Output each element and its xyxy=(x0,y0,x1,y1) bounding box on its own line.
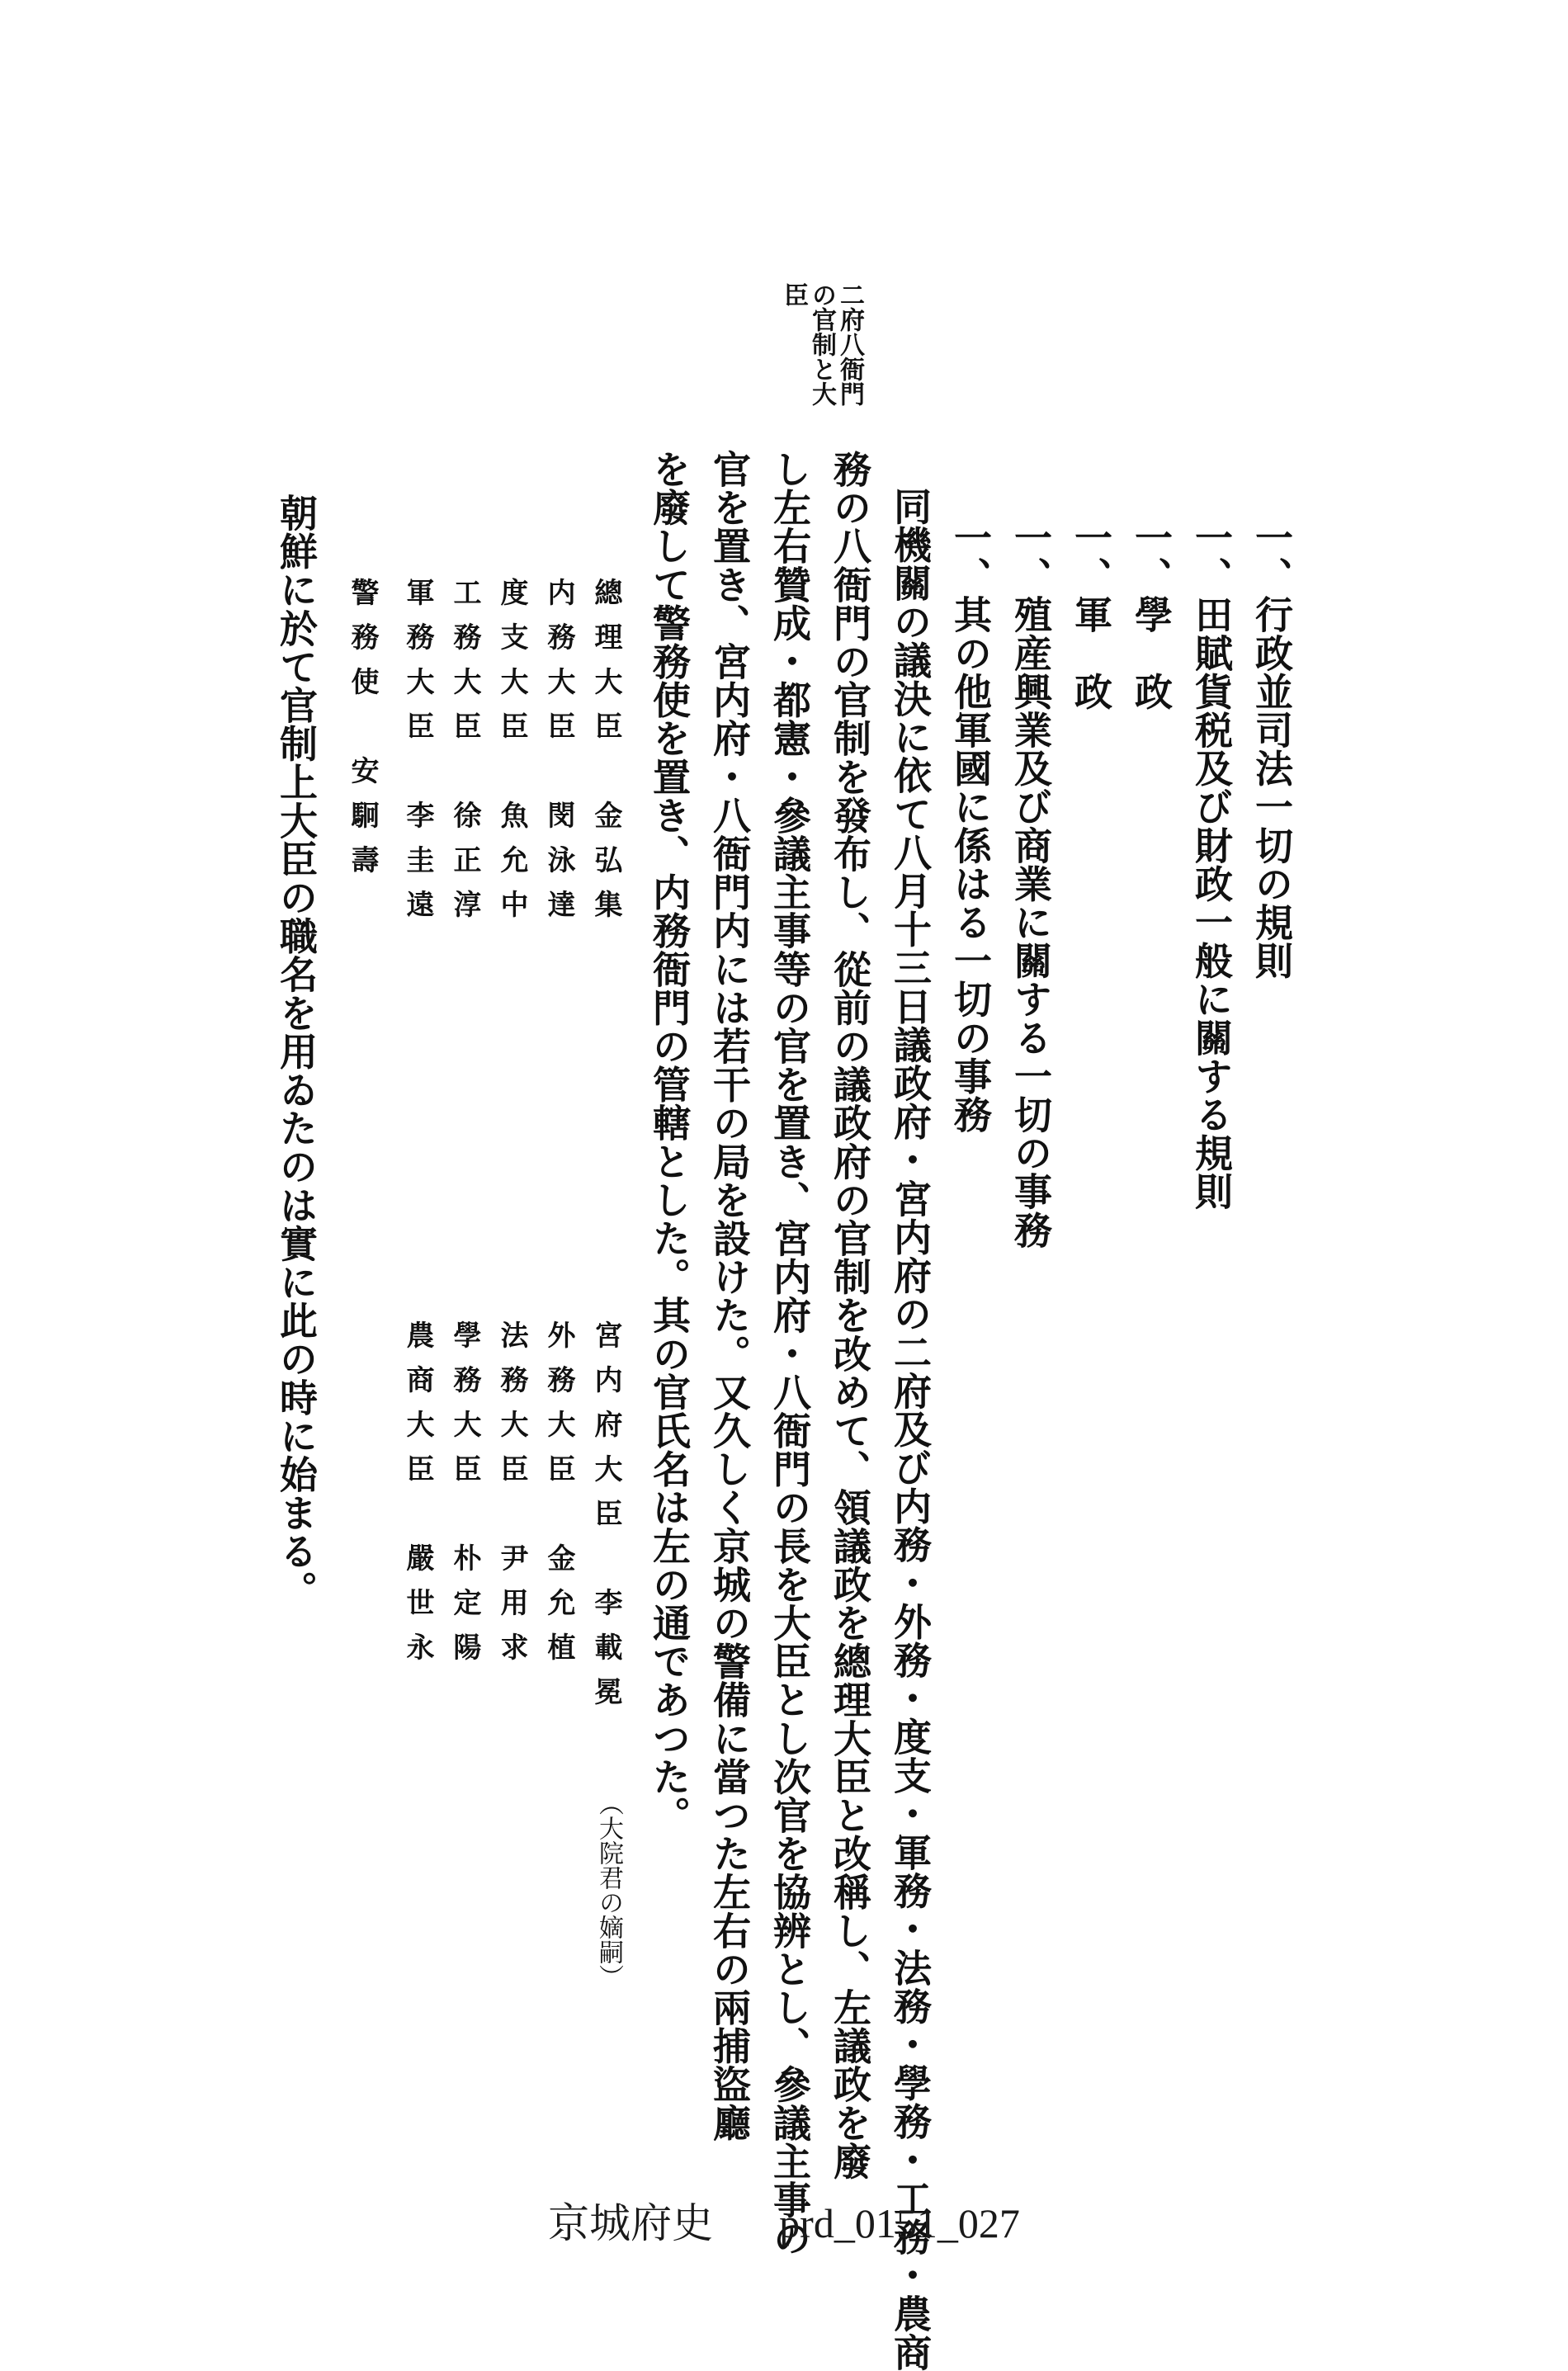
official-left-2: 内務大臣 閔泳達 xyxy=(542,578,575,934)
official-left-3: 度支大臣 魚允中 xyxy=(495,578,528,934)
text-line-6: 一、其の他軍國に係はる一切の事務 xyxy=(948,518,993,1134)
text-line-10: 官を置き、宮内府・八衙門内には若干の局を設けた。又久しく京城の警備に當つた左右の兩捕盜廳 xyxy=(707,450,752,2142)
side-heading-1: 二府八衙門 xyxy=(835,282,864,406)
official-left-6: 警務使 安駉壽 xyxy=(346,578,379,890)
side-heading-3: 臣 xyxy=(779,282,808,307)
text-line-last: 朝鮮に於て官制上大臣の職名を用ゐたのは實に此の時に始まる。 xyxy=(274,494,319,1609)
text-line-11: を廢して警務使を置き、内務衙門の管轄とした。其の官氏名は左の通であつた。 xyxy=(647,450,692,1835)
official-note: （大院君の嫡嗣） xyxy=(594,1791,623,1989)
official-left-4: 工務大臣 徐正淳 xyxy=(448,578,481,934)
text-line-1: 一、行政並司法一切の規則 xyxy=(1249,518,1294,980)
text-line-5: 一、殖産興業及び商業に關する一切の事務 xyxy=(1008,518,1053,1249)
page-footer xyxy=(0,2190,1568,2250)
text-line-4: 一、軍 政 xyxy=(1069,518,1113,711)
footer-page-id: prd_0151_027 xyxy=(779,2200,1020,2246)
text-line-7: 同機關の議決に依て八月十三日議政府・宮内府の二府及び内務・外務・度支・軍務・法務・學務・工務・農商 xyxy=(888,487,933,2371)
official-left-5: 軍務大臣 李圭遠 xyxy=(401,578,434,934)
footer-title: 京城府史 xyxy=(548,2200,714,2246)
official-right-2: 外務大臣 金允植 xyxy=(542,1320,575,1677)
text-line-2: 一、田賦貨税及び財政一般に關する規則 xyxy=(1189,518,1234,1211)
official-left-1: 總理大臣 金弘集 xyxy=(589,578,622,934)
official-right-3: 法務大臣 尹用求 xyxy=(495,1320,528,1677)
official-right-1: 宮内府大臣 李載冕 xyxy=(589,1320,622,1722)
text-line-9: し左右贊成・都憲・參議主事等の官を置き、宮内府・八衙門の長を大臣とし次官を協辨とし、參議主事の xyxy=(767,450,812,2258)
official-right-5: 農商大臣 嚴世永 xyxy=(401,1320,434,1677)
text-line-3: 一、學 政 xyxy=(1129,518,1174,711)
text-line-8: 務の八衙門の官制を發布し、從前の議政府の官制を改めて、領議政を總理大臣と改稱し、左議政を廢 xyxy=(828,450,872,2180)
side-heading-2: の官制と大 xyxy=(807,282,836,406)
official-right-4: 學務大臣 朴定陽 xyxy=(448,1320,481,1677)
